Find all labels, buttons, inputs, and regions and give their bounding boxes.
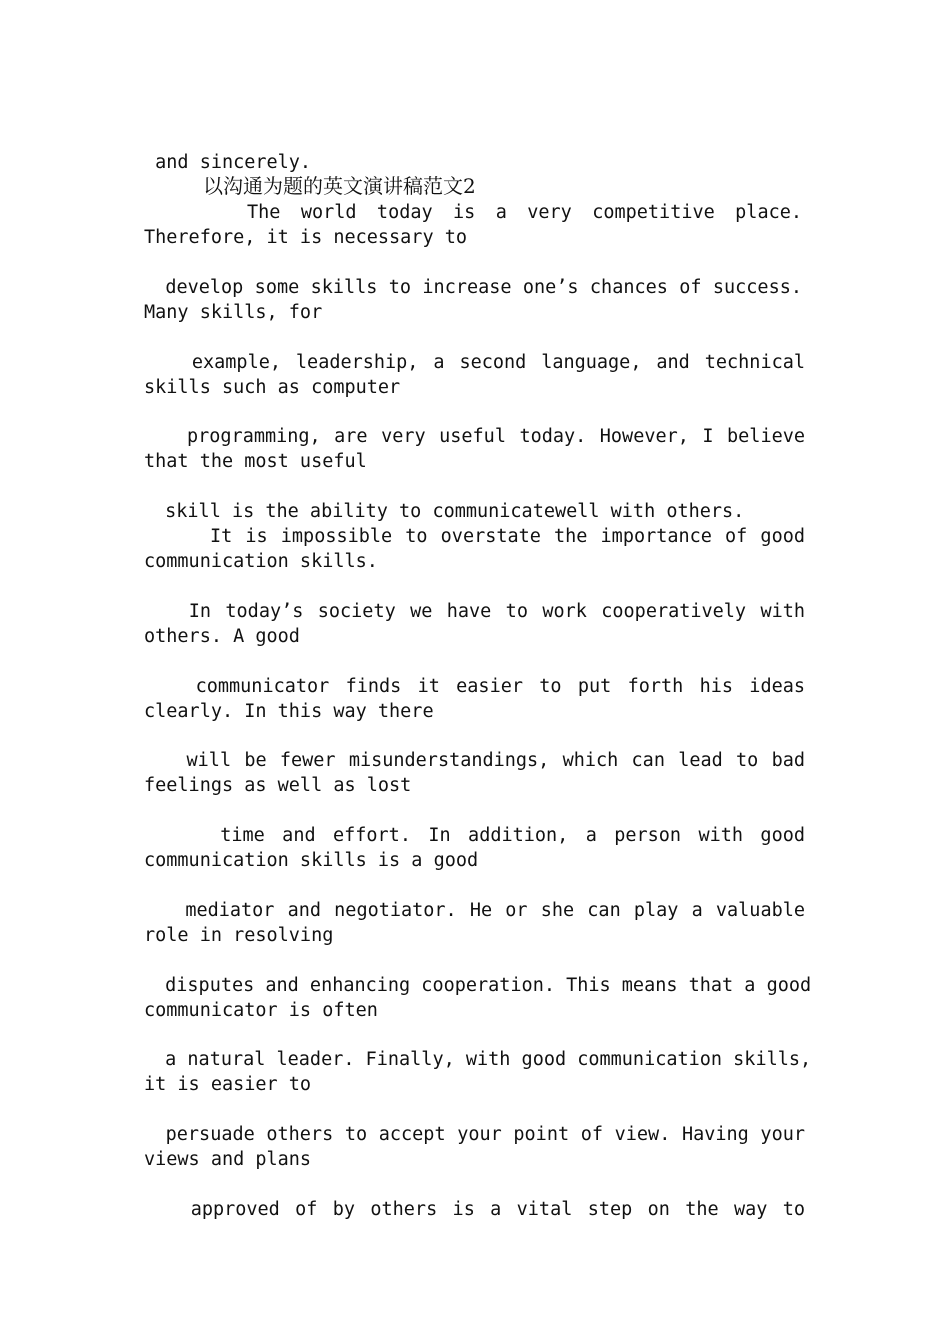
paragraph-line: develop some skills to increase one’s chances of success. bbox=[154, 277, 802, 298]
paragraph-line: a natural leader. Finally, with good communication skills, bbox=[154, 1049, 812, 1070]
paragraph-line: skill is the ability to communicatewell with others. bbox=[154, 501, 745, 522]
section-heading: 以沟通为题的英文演讲稿范文2 bbox=[203, 174, 476, 198]
paragraph-line: that the most useful bbox=[144, 451, 367, 472]
paragraph-line: persuade others to accept your point of view. Having your bbox=[154, 1124, 805, 1145]
paragraph-line: example, leadership, a second language, and technical bbox=[162, 352, 805, 373]
paragraph-line: Many skills, for bbox=[144, 302, 323, 323]
paragraph-line: communicator is often bbox=[144, 1000, 378, 1021]
paragraph-line: communicator finds it easier to put forth his ideas bbox=[163, 676, 805, 697]
paragraph-line: views and plans bbox=[144, 1149, 312, 1170]
paragraph-line: approved of by others is a vital step on the way to bbox=[160, 1199, 805, 1220]
paragraph-line: Therefore, it is necessary to bbox=[144, 227, 468, 248]
paragraph-line: It is impossible to overstate the importance of good bbox=[210, 526, 805, 547]
paragraph-line: clearly. In this way there bbox=[144, 701, 434, 722]
paragraph-line: skills such as computer bbox=[144, 377, 401, 398]
paragraph-line: mediator and negotiator. He or she can play a valuable bbox=[159, 900, 805, 921]
paragraph-line: communication skills is a good bbox=[144, 850, 479, 871]
paragraph-line: will be fewer misunderstandings, which can lead to bad bbox=[160, 750, 805, 771]
paragraph-line: disputes and enhancing cooperation. This means that a good bbox=[154, 975, 812, 996]
paragraph-line: it is easier to bbox=[144, 1074, 312, 1095]
paragraph-line: time and effort. In addition, a person with good bbox=[168, 825, 805, 846]
paragraph-line: In today’s society we have to work cooperatively with bbox=[160, 601, 805, 622]
paragraph-line: programming, are very useful today. However, I believe bbox=[160, 426, 805, 447]
paragraph-line: role in resolving bbox=[144, 925, 334, 946]
paragraph-line: communication skills. bbox=[144, 551, 378, 572]
paragraph-line: feelings as well as lost bbox=[144, 775, 412, 796]
text-line-lead: and sincerely. bbox=[144, 152, 312, 173]
paragraph-line: The world today is a very competitive place. bbox=[247, 202, 802, 223]
paragraph-line: others. A good bbox=[144, 626, 300, 647]
